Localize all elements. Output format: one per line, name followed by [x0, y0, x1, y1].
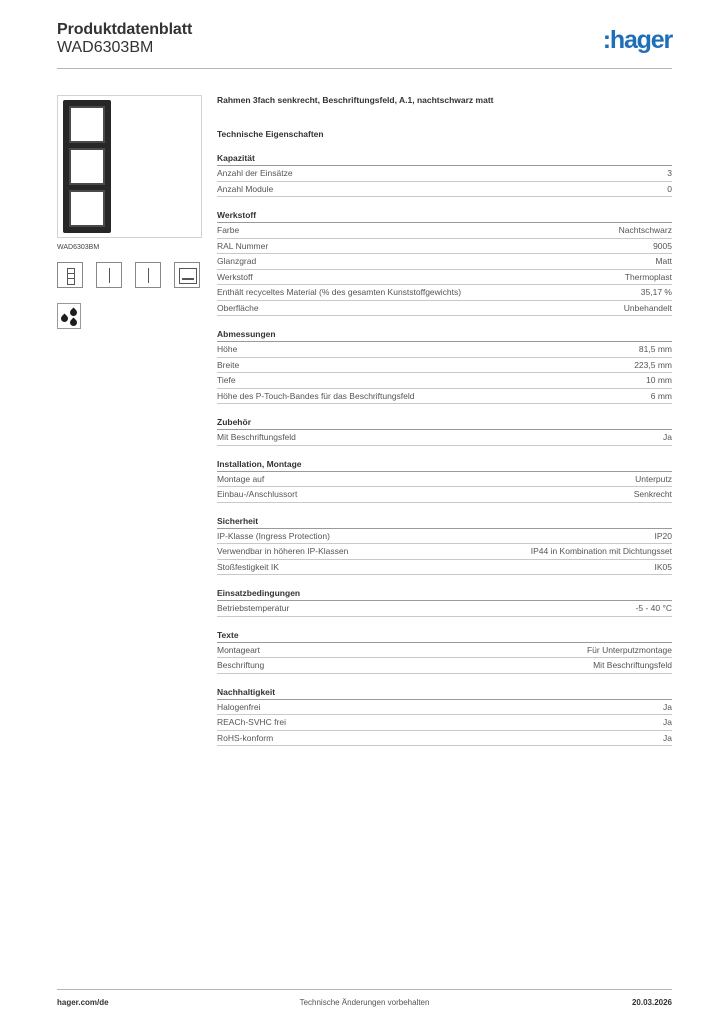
property-label: IP-Klasse (Ingress Protection)	[217, 530, 330, 541]
property-section	[217, 328, 672, 404]
property-row	[217, 544, 672, 560]
image-caption: WAD6303BM	[57, 244, 100, 251]
property-value: Für Unterputzmontage	[586, 644, 672, 655]
section-title: Werkstoff	[217, 209, 672, 223]
symbol-row	[57, 262, 204, 290]
property-label: Höhe des P-Touch-Bandes für das Beschriftungsfeld	[217, 390, 415, 401]
property-sections	[217, 152, 672, 758]
property-value: Unterputz	[635, 473, 672, 484]
property-row	[217, 472, 672, 488]
page-footer	[57, 998, 672, 1010]
property-value: Ja	[663, 701, 672, 712]
property-value: Senkrecht	[633, 489, 672, 499]
property-value: 6 mm	[650, 390, 672, 401]
property-section	[217, 209, 672, 316]
property-label: Anzahl der Einsätze	[217, 168, 293, 178]
property-label: Betriebstemperatur	[217, 603, 290, 613]
property-row	[217, 254, 672, 270]
line-icon	[135, 262, 161, 288]
property-section	[217, 152, 672, 197]
section-title: Installation, Montage	[217, 458, 672, 472]
property-value: Ja	[663, 717, 672, 727]
property-row	[217, 285, 672, 301]
property-label: Farbe	[217, 225, 240, 235]
property-section	[217, 587, 672, 617]
property-row	[217, 430, 672, 446]
property-value: 81,5 mm	[638, 344, 672, 354]
website-link[interactable]: hager.com/de	[57, 998, 109, 1007]
property-label: RAL Nummer	[217, 240, 269, 251]
frame-3fach-picture	[63, 100, 111, 233]
property-value: IP20	[654, 530, 672, 541]
document-title: Produktdatenblatt	[57, 21, 193, 38]
section-title: Abmessungen	[217, 328, 672, 342]
property-value: Mit Beschriftungsfeld	[593, 660, 672, 670]
property-value: Nachtschwarz	[618, 225, 672, 235]
property-value: 10 mm	[646, 375, 672, 385]
property-row	[217, 223, 672, 239]
water-drops-icon	[57, 303, 81, 329]
property-label: Stoßfestigkeit IK	[217, 561, 279, 572]
property-section	[217, 515, 672, 576]
property-label: Enthält recyceltes Material (% des gesamten Kunststoffgewichts)	[217, 287, 462, 297]
header-divider	[57, 68, 672, 69]
property-label: Höhe	[217, 344, 238, 354]
section-title: Kapazität	[217, 152, 672, 166]
property-row	[217, 715, 672, 731]
property-value: -5 - 40 °C	[635, 603, 672, 613]
property-value: Thermoplast	[624, 271, 672, 282]
product-code: WAD6303BM	[57, 39, 154, 56]
property-label: REACh-SVHC frei	[217, 717, 286, 727]
property-label: Einbau-/Anschlussort	[217, 489, 298, 499]
property-value: Ja	[663, 732, 672, 743]
property-value: Matt	[655, 256, 672, 266]
section-title: Zubehör	[217, 416, 672, 430]
property-label: Mit Beschriftungsfeld	[217, 432, 296, 442]
property-value: Unbehandelt	[623, 302, 672, 313]
product-description: Rahmen 3fach senkrecht, Beschriftungsfeld, A.1, nachtschwarz matt	[217, 95, 494, 105]
property-row	[217, 166, 672, 182]
vertical-frame-icon	[57, 262, 83, 288]
property-label: Anzahl Module	[217, 183, 274, 194]
property-label: Werkstoff	[217, 271, 253, 282]
property-row	[217, 700, 672, 716]
property-value: 223,5 mm	[634, 359, 672, 370]
property-value: Ja	[663, 432, 672, 442]
property-value: 3	[667, 168, 672, 178]
line-icon	[96, 262, 122, 288]
section-title: Texte	[217, 629, 672, 643]
property-section	[217, 458, 672, 503]
property-row	[217, 731, 672, 747]
property-section	[217, 416, 672, 446]
property-row	[217, 342, 672, 358]
section-title: Einsatzbedingungen	[217, 587, 672, 601]
property-row	[217, 182, 672, 198]
section-title: Sicherheit	[217, 515, 672, 529]
property-value: 9005	[653, 240, 672, 251]
property-row	[217, 487, 672, 503]
property-row	[217, 373, 672, 389]
property-section	[217, 629, 672, 674]
property-label: Beschriftung	[217, 660, 265, 670]
technical-properties-heading: Technische Eigenschaften	[217, 129, 324, 139]
label-field-icon	[174, 262, 200, 288]
property-label: Breite	[217, 359, 240, 370]
property-row	[217, 601, 672, 617]
property-row	[217, 560, 672, 576]
property-label: Glanzgrad	[217, 256, 257, 266]
footer-divider	[57, 989, 672, 990]
property-value: IP44 in Kombination mit Dichtungsset	[530, 546, 672, 556]
property-row	[217, 643, 672, 659]
property-row	[217, 529, 672, 545]
property-row	[217, 301, 672, 317]
property-row	[217, 270, 672, 286]
hager-logo[interactable]: :hager	[602, 26, 672, 54]
section-title: Nachhaltigkeit	[217, 686, 672, 700]
property-label: Halogenfrei	[217, 701, 261, 712]
page-header	[57, 20, 672, 68]
property-section	[217, 686, 672, 747]
property-row	[217, 358, 672, 374]
property-label: RoHS-konform	[217, 732, 274, 743]
product-image	[57, 95, 202, 238]
property-row	[217, 239, 672, 255]
property-label: Tiefe	[217, 375, 236, 385]
property-value: 0	[667, 183, 672, 194]
property-value: 35,17 %	[640, 287, 672, 297]
property-label: Montage auf	[217, 473, 265, 484]
document-date: 20.03.2026	[631, 998, 672, 1007]
property-value: IK05	[654, 561, 672, 572]
property-row	[217, 658, 672, 674]
property-row	[217, 389, 672, 405]
property-label: Oberfläche	[217, 302, 259, 313]
property-label: Verwendbar in höheren IP-Klassen	[217, 546, 349, 556]
property-label: Montageart	[217, 644, 260, 655]
disclaimer-note: Technische Änderungen vorbehalten	[299, 998, 430, 1007]
